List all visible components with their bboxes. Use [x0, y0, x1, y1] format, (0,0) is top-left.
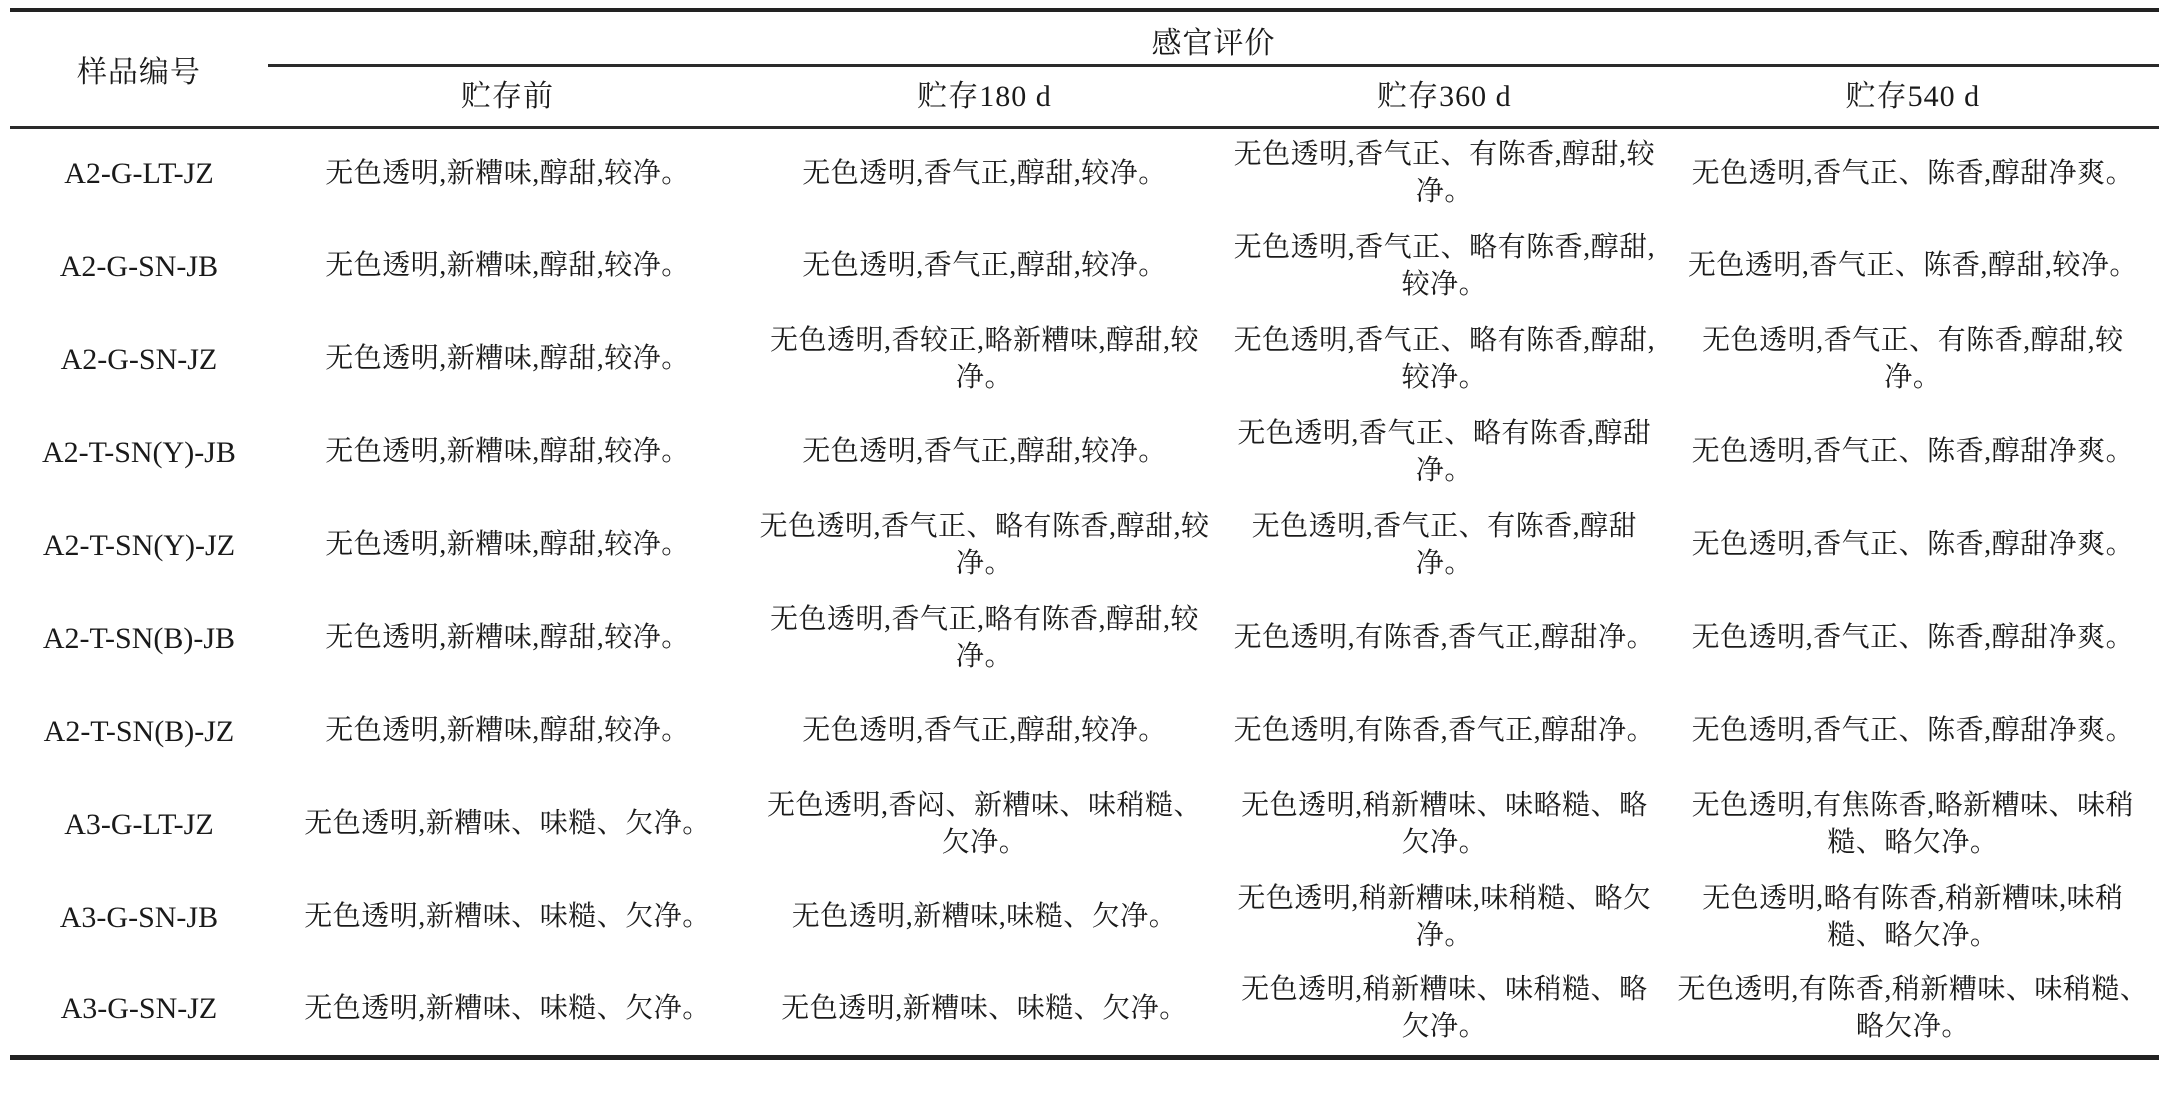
cell-before-storage: 无色透明,新糟味,醇甜,较净。	[325, 157, 690, 189]
table-row	[10, 778, 2159, 871]
cell-storage-540d: 无色透明,香气正、陈香,醇甜净爽。	[1691, 622, 2135, 654]
sample-id: A2-T-SN(Y)-JZ	[42, 528, 236, 562]
cell-storage-540d: 无色透明,香气正、陈香,醇甜净爽。	[1691, 715, 2135, 747]
cell-storage-540d: 无色透明,香气正、陈香,醇甜净爽。	[1691, 157, 2135, 189]
cell-storage-180d: 无色透明,香气正,醇甜,较净。	[802, 157, 1167, 189]
header-row-storage-times	[10, 65, 2159, 127]
cell-storage-360d: 无色透明,有陈香,香气正,醇甜净。	[1233, 622, 1656, 654]
cell-before-storage: 无色透明,新糟味、味糙、欠净。	[304, 808, 711, 840]
cell-storage-180d: 无色透明,香较正,略新糟味,醇甜,较净。	[770, 324, 1200, 393]
column-header-before-storage: 贮存前	[268, 65, 747, 127]
cell-storage-540d: 无色透明,略有陈香,稍新糟味,味稍糙、略欠净。	[1702, 882, 2124, 951]
sensory-evaluation-table	[10, 8, 2159, 1060]
cell-storage-540d: 无色透明,香气正、陈香,醇甜,较净。	[1687, 250, 2138, 282]
cell-storage-180d: 无色透明,香气正、略有陈香,醇甜,较净。	[759, 510, 1210, 579]
cell-storage-180d: 无色透明,香气正,醇甜,较净。	[802, 715, 1167, 747]
cell-storage-360d: 无色透明,有陈香,香气正,醇甜净。	[1233, 715, 1656, 747]
cell-storage-540d: 无色透明,有陈香,稍新糟味、味稍糙、略欠净。	[1677, 974, 2149, 1043]
cell-storage-360d: 无色透明,香气正、有陈香,醇甜,较净。	[1233, 139, 1656, 208]
cell-storage-180d: 无色透明,香气正,略有陈香,醇甜,较净。	[770, 603, 1200, 672]
cell-storage-180d: 无色透明,新糟味,味糙、欠净。	[791, 901, 1178, 933]
cell-storage-180d: 无色透明,新糟味、味糙、欠净。	[781, 992, 1188, 1024]
cell-storage-180d: 无色透明,香气正,醇甜,较净。	[802, 436, 1167, 468]
column-header-sample-id: 样品编号	[10, 10, 268, 127]
cell-storage-360d: 无色透明,香气正、有陈香,醇甜净。	[1251, 510, 1638, 579]
sample-id: A2-T-SN(B)-JB	[42, 621, 236, 655]
header-row-group	[10, 10, 2159, 65]
cell-storage-360d: 无色透明,香气正、略有陈香,醇甜,较净。	[1233, 324, 1656, 393]
table-row	[10, 313, 2159, 406]
cell-before-storage: 无色透明,新糟味,醇甜,较净。	[325, 622, 690, 654]
cell-storage-540d: 无色透明,香气正、陈香,醇甜净爽。	[1691, 529, 2135, 561]
column-header-storage-360d: 贮存360 d	[1222, 65, 1667, 127]
cell-before-storage: 无色透明,新糟味,醇甜,较净。	[325, 343, 690, 375]
table-row	[10, 592, 2159, 685]
cell-storage-180d: 无色透明,香闷、新糟味、味稍糙、欠净。	[767, 789, 1203, 858]
cell-before-storage: 无色透明,新糟味,醇甜,较净。	[325, 436, 690, 468]
sample-id: A2-G-SN-JZ	[60, 342, 218, 376]
column-group-header-sensory-evaluation: 感官评价	[268, 10, 2159, 65]
sample-id: A2-G-SN-JB	[59, 249, 219, 283]
column-header-storage-540d: 贮存540 d	[1667, 65, 2159, 127]
table-row	[10, 964, 2159, 1057]
cell-storage-540d: 无色透明,香气正、陈香,醇甜净爽。	[1691, 436, 2135, 468]
table-body	[10, 127, 2159, 1057]
cell-storage-360d: 无色透明,香气正、略有陈香,醇甜净。	[1237, 417, 1652, 486]
cell-storage-540d: 无色透明,有焦陈香,略新糟味、味稍糙、略欠净。	[1691, 789, 2135, 858]
table-row	[10, 127, 2159, 220]
sample-id: A3-G-LT-JZ	[64, 807, 214, 841]
cell-storage-360d: 无色透明,稍新糟味、味稍糙、略欠净。	[1241, 974, 1648, 1043]
table-row	[10, 871, 2159, 964]
table-row	[10, 220, 2159, 313]
column-header-storage-180d: 贮存180 d	[747, 65, 1222, 127]
cell-storage-540d: 无色透明,香气正、有陈香,醇甜,较净。	[1702, 324, 2124, 393]
table-row	[10, 406, 2159, 499]
table-row	[10, 685, 2159, 778]
table-row	[10, 499, 2159, 592]
table-header	[10, 10, 2159, 127]
sample-id: A3-G-SN-JB	[59, 900, 219, 934]
cell-before-storage: 无色透明,新糟味、味糙、欠净。	[304, 992, 711, 1024]
cell-storage-360d: 无色透明,稍新糟味、味略糙、略欠净。	[1241, 789, 1648, 858]
sample-id: A3-G-SN-JZ	[60, 992, 218, 1026]
cell-before-storage: 无色透明,新糟味,醇甜,较净。	[325, 250, 690, 282]
cell-storage-180d: 无色透明,香气正,醇甜,较净。	[802, 250, 1167, 282]
cell-before-storage: 无色透明,新糟味、味糙、欠净。	[304, 901, 711, 933]
cell-storage-360d: 无色透明,稍新糟味,味稍糙、略欠净。	[1237, 882, 1652, 951]
sample-id: A2-T-SN(B)-JZ	[43, 714, 235, 748]
sample-id: A2-G-LT-JZ	[64, 157, 214, 191]
cell-before-storage: 无色透明,新糟味,醇甜,较净。	[325, 529, 690, 561]
cell-before-storage: 无色透明,新糟味,醇甜,较净。	[325, 715, 690, 747]
cell-storage-360d: 无色透明,香气正、略有陈香,醇甜,较净。	[1233, 231, 1656, 300]
sample-id: A2-T-SN(Y)-JB	[41, 435, 236, 469]
